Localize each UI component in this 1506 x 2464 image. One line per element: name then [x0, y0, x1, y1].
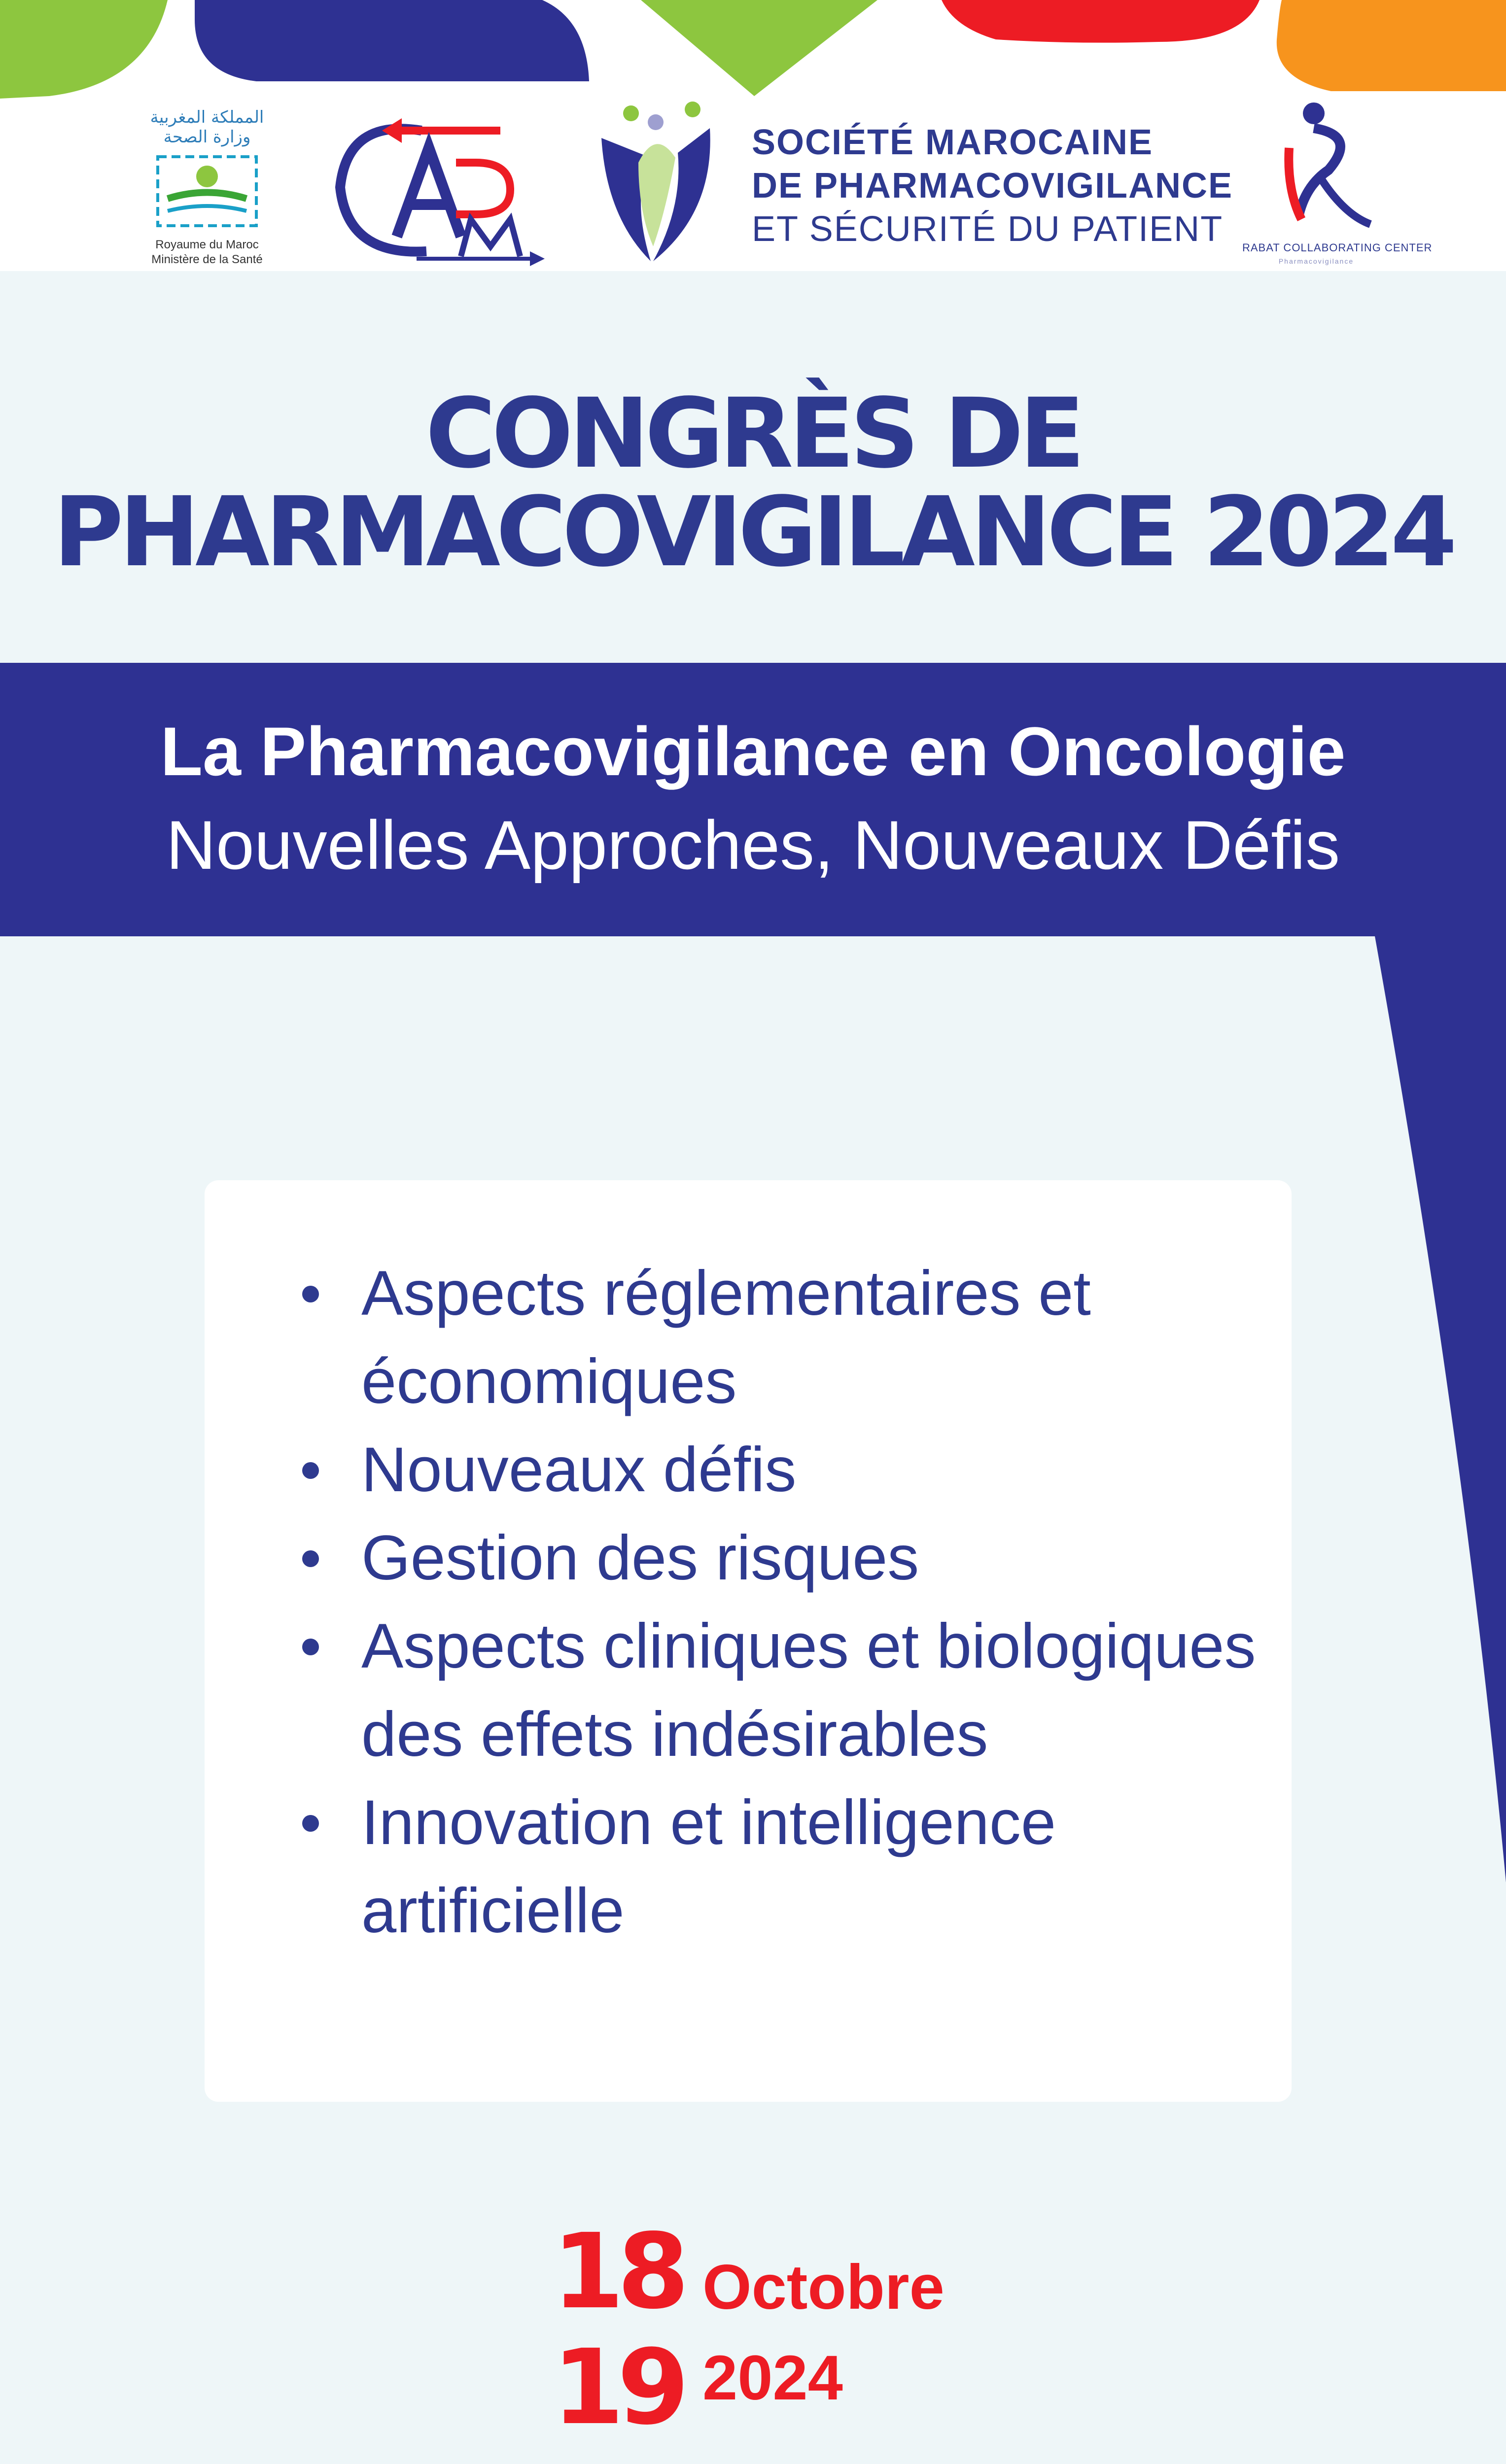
- smpv-line1: SOCIÉTÉ MAROCAINE: [752, 123, 1154, 162]
- topic-item: [205, 1602, 1292, 1779]
- topic-text: Nouveaux défis: [361, 1435, 797, 1505]
- ministry-arabic-line2: وزارة الصحة: [163, 127, 251, 147]
- topic-item: [205, 1514, 1292, 1602]
- bullet-icon: [302, 1815, 319, 1832]
- ministry-french-line2: Ministère de la Santé: [151, 253, 263, 266]
- title-line2: PHARMACOVIGILANCE 2024: [53, 476, 1453, 588]
- theme-title: La Pharmacovigilance en Oncologie: [160, 713, 1346, 790]
- theme-subtitle: Nouvelles Approches, Nouveaux Défis: [166, 806, 1340, 884]
- bullet-icon: [302, 1286, 319, 1302]
- date-day1: 18: [552, 2211, 683, 2332]
- date-day2: 19: [552, 2327, 683, 2448]
- topic-text: Aspects réglementaires et économiques: [361, 1258, 1091, 1417]
- topic-item: [205, 1779, 1292, 1955]
- date-month: Octobre: [702, 2252, 945, 2323]
- bullet-icon: [302, 1550, 319, 1567]
- topic-text: Innovation et intelligence artificielle: [361, 1787, 1056, 1946]
- theme-banner: [0, 663, 1506, 936]
- topic-text: Gestion des risques: [361, 1523, 919, 1593]
- ministry-arabic-line1: المملكة المغربية: [150, 107, 264, 127]
- smpv-line3: ET SÉCURITÉ DU PATIENT: [752, 209, 1224, 249]
- title-line1: CONGRÈS DE: [425, 377, 1081, 489]
- topics-card: [205, 1180, 1292, 2102]
- topic-item: [205, 1426, 1292, 1514]
- topics-list: [205, 1249, 1292, 1955]
- bullet-icon: [302, 1639, 319, 1655]
- topic-text: Aspects cliniques et biologiques des effets indésirables: [361, 1611, 1256, 1770]
- bullet-icon: [302, 1462, 319, 1479]
- rabat-center-name: RABAT COLLABORATING CENTER: [1242, 241, 1433, 254]
- date-year: 2024: [702, 2343, 843, 2413]
- smpv-line2: DE PHARMACOVIGILANCE: [752, 166, 1233, 205]
- rabat-center-subtitle: Pharmacovigilance: [1278, 257, 1354, 265]
- ministry-french-line1: Royaume du Maroc: [155, 238, 259, 251]
- topic-item: [205, 1249, 1292, 1426]
